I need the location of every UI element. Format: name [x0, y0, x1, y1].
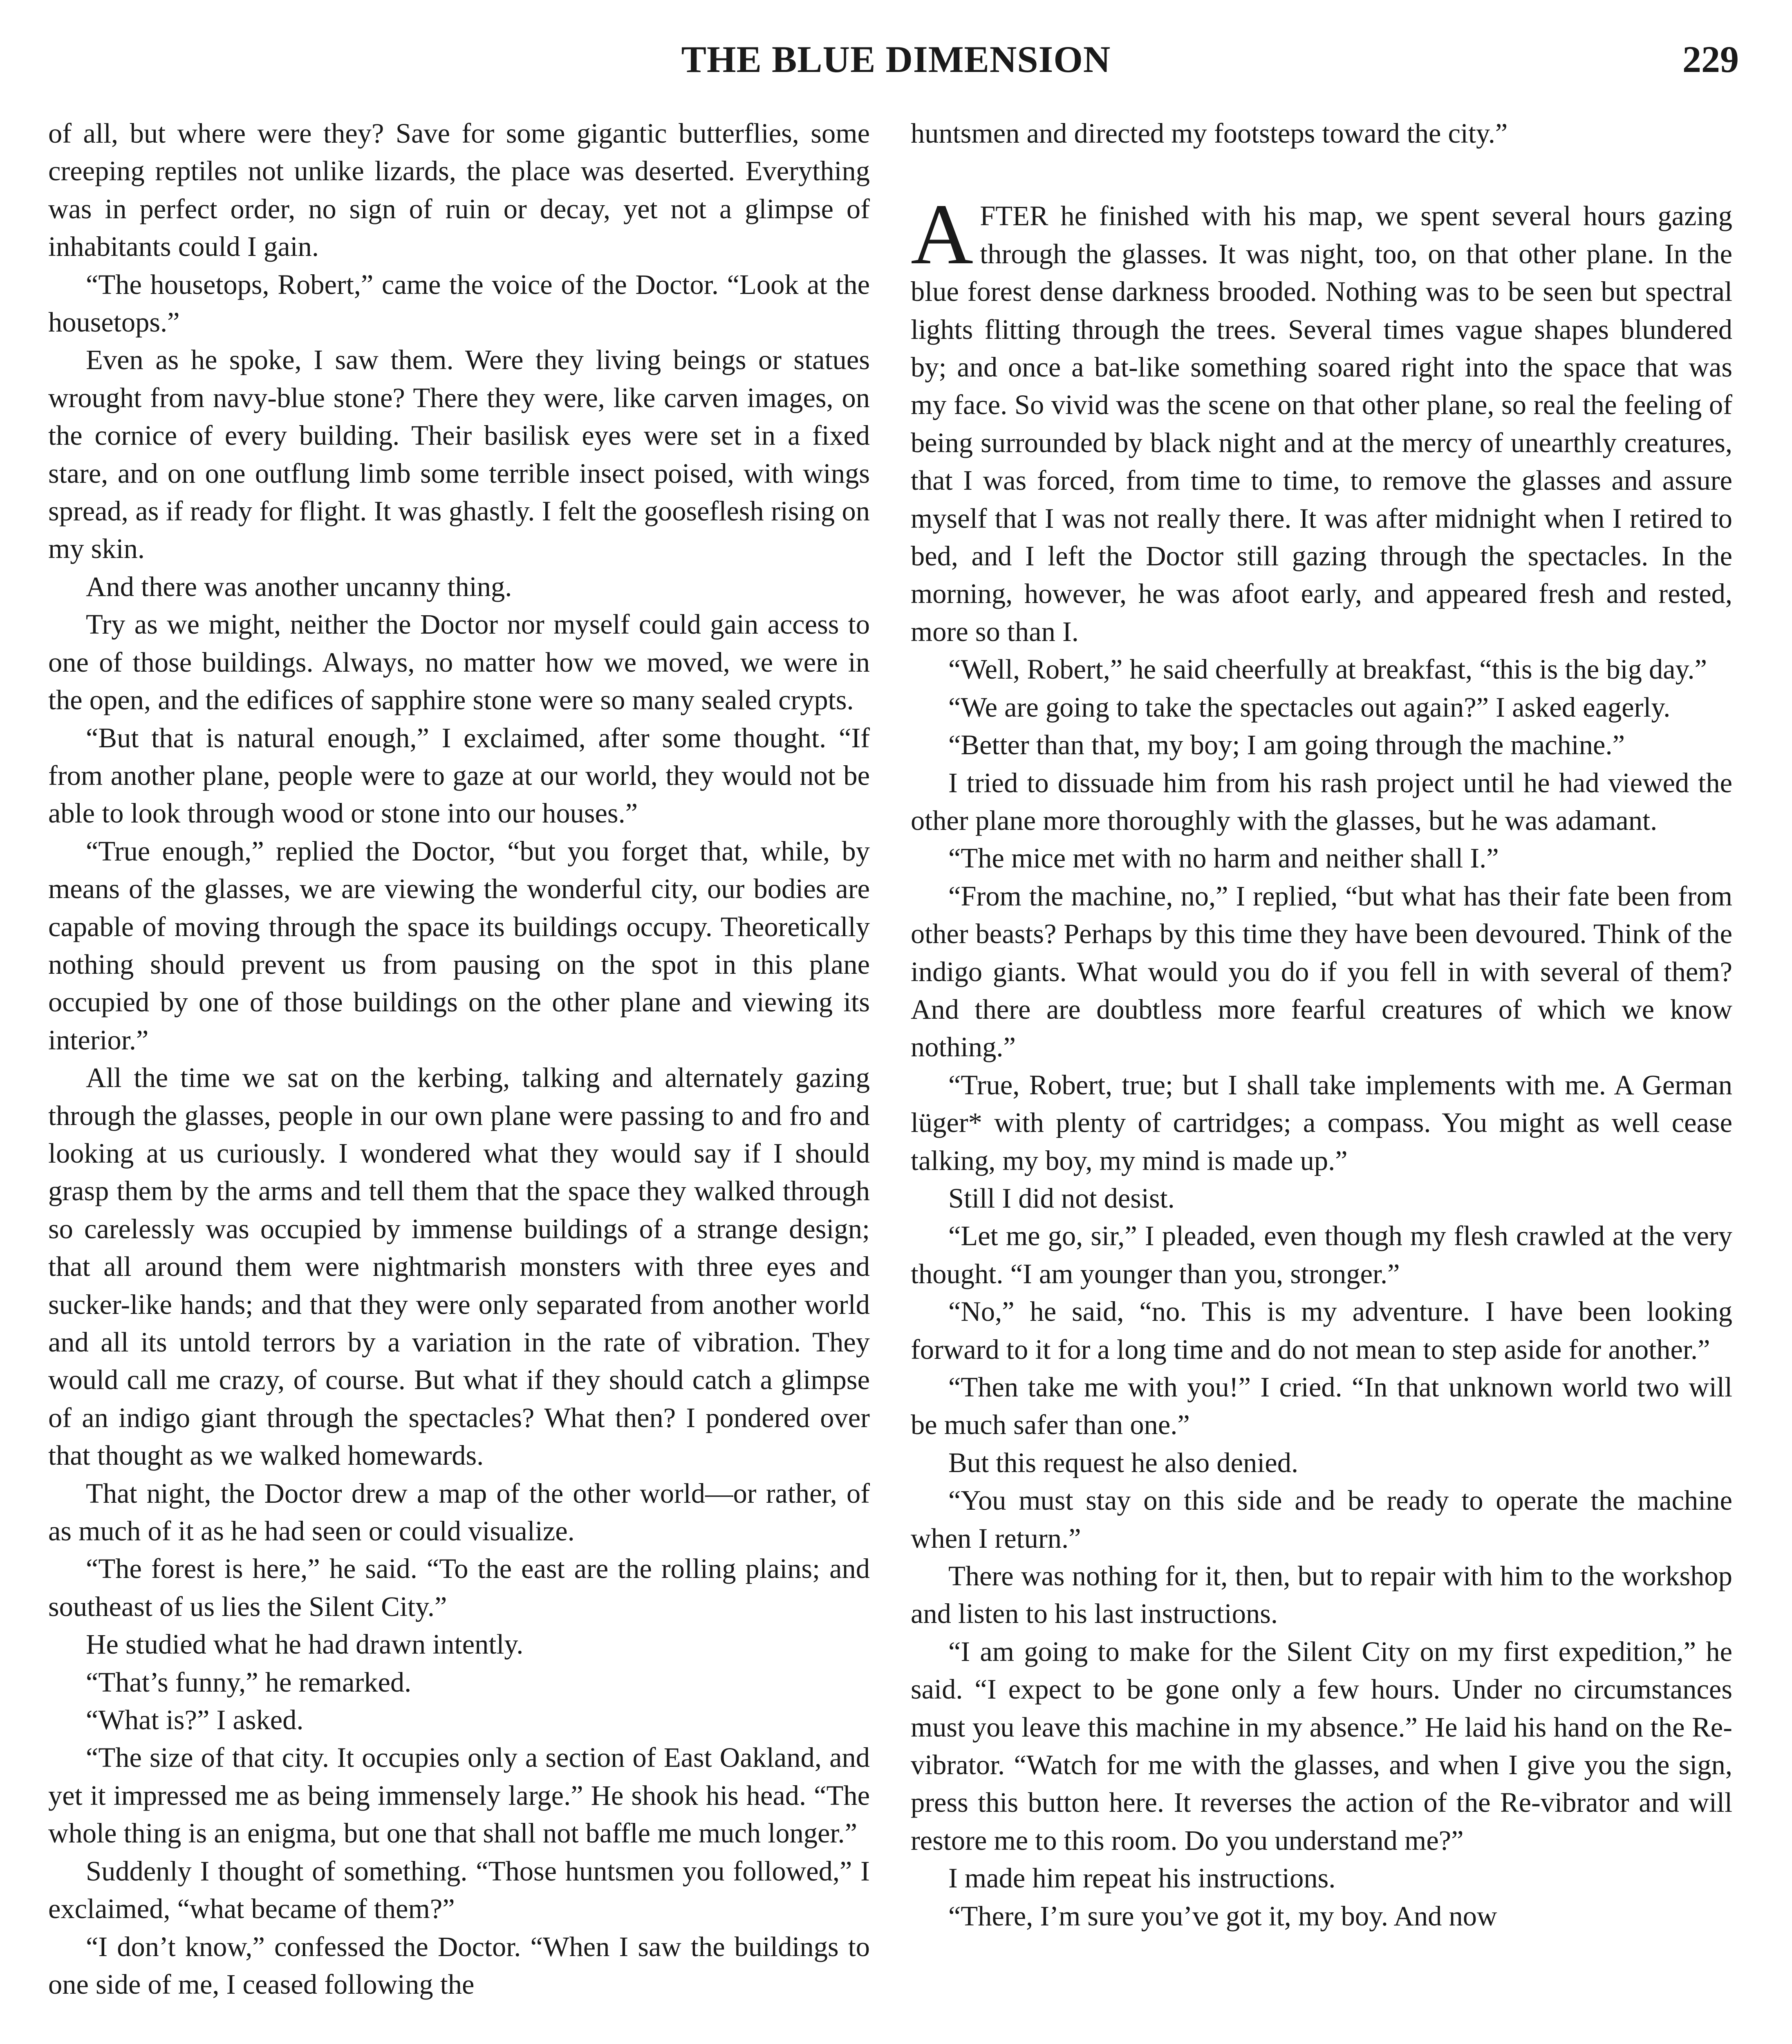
paragraph: “Let me go, sir,” I pleaded, even though my flesh crawled at the very thought. “I am younger than you, stronger.” [911, 1220, 1732, 1289]
paragraph: “True, Robert, true; but I shall take implements with me. A German lüger* with plenty of cartridges; a compass. You might as well cease talking, my boy, my mind is made up.” [911, 1069, 1732, 1176]
drop-cap: A [911, 186, 974, 282]
paragraph: “There, I’m sure you’ve got it, my boy. And now [948, 1900, 1497, 1932]
paragraph: huntsmen and directed my footsteps toward the city.” [911, 118, 1508, 149]
paragraph: “The housetops, Robert,” came the voice of the Doctor. “Look at the housetops.” [48, 269, 870, 338]
paragraph: “The size of that city. It occupies only a section of East Oakland, and yet it impressed me as being immensely large.” He shook his head. “The whole thing is an enigma, but one that shall not baffle me much longer.” [48, 1742, 870, 1849]
paragraph: “True enough,” replied the Doctor, “but you forget that, while, by means of the glasses, we are viewing the wonderful city, our bodies are capable of moving through the space its buildings occupy. Theoretically nothing should prevent us from pausing on the spot in this plane occupied by one of those buildings on the other plane and viewing its interior.” [48, 835, 870, 1056]
paragraph: “Better than that, my boy; I am going through the machine.” [948, 729, 1625, 761]
paragraph: I made him repeat his instructions. [948, 1862, 1336, 1894]
paragraph: “From the machine, no,” I replied, “but what has their fate been from other beasts? Perhaps by this time they have been devoured. Think of the indigo giants. What would you do if you fell in with several of them? And there are doubtless more fearful creatures of which we know nothing.” [911, 880, 1732, 1063]
paragraph: “Well, Robert,” he said cheerfully at breakfast, “this is the big day.” [948, 654, 1707, 685]
paragraph: “But that is natural enough,” I exclaimed, after some thought. “If from another plane, people were to gaze at our world, they would not be able to look through wood or stone into our houses.” [48, 722, 870, 829]
section-opening-paragraph [911, 186, 1732, 650]
paragraph: But this request he also denied. [948, 1447, 1299, 1478]
paragraph: “I don’t know,” confessed the Doctor. “When I saw the buildings to one side of me, I ceased following the [48, 1931, 870, 2000]
paragraph: “That’s funny,” he remarked. [86, 1666, 412, 1698]
paragraph: He studied what he had drawn intently. [86, 1629, 524, 1660]
page-number: 229 [1682, 38, 1739, 80]
paragraph: Still I did not desist. [948, 1182, 1175, 1214]
paragraph: All the time we sat on the kerbing, talking and alternately gazing through the glasses, people in our own plane were passing to and fro and looking at us curiously. I wondered what they would say if I should grasp them by the arms and tell them that the space they walked through so carelessly was occupied by immense buildings of a strange design; that all around them were nightmarish monsters with three eyes and sucker-like hands; and that they were only separated from another world and all its untold terrors by a variation in the rate of vibration. They would call me crazy, of course. But what if they should catch a glimpse of an indigo giant through the spectacles? What then? I pondered over that thought as we walked homewards. [48, 1062, 870, 1471]
paragraph: And there was another uncanny thing. [86, 571, 512, 602]
page-header [45, 38, 1747, 99]
paragraph: “The mice met with no harm and neither shall I.” [948, 843, 1499, 874]
paragraph: Suddenly I thought of something. “Those huntsmen you followed,” I exclaimed, “what became of them?” [48, 1855, 870, 1925]
paragraph: That night, the Doctor drew a map of the other world—or rather, of as much of it as he had seen or could visualize. [48, 1477, 870, 1547]
running-title: THE BLUE DIMENSION [681, 38, 1111, 80]
paragraph: Try as we might, neither the Doctor nor myself could gain access to one of those buildings. Always, no matter how we moved, we were in the open, and the edifices of sapphire stone were so many sealed crypts. [48, 609, 870, 716]
paragraph: “I am going to make for the Silent City on my first expedition,” he said. “I expect to be gone only a few hours. Under no circumstances must you leave this machine in my absence.” He laid his hand on the Re-vibrator. “Watch for me with the glasses, and when I give you the sign, press this button here. It reverses the action of the Re-vibrator and will restore me to this room. Do you understand me?” [911, 1636, 1732, 1856]
paragraph: “No,” he said, “no. This is my adventure. I have been looking forward to it for a long time and do not mean to step aside for another.” [911, 1296, 1732, 1365]
paragraph: “The forest is here,” he said. “To the east are the rolling plains; and southeast of us lies the Silent City.” [48, 1553, 870, 1622]
paragraph: There was nothing for it, then, but to repair with him to the workshop and listen to his last instructions. [911, 1560, 1732, 1629]
paragraph: “We are going to take the spectacles out again?” I asked eagerly. [948, 691, 1671, 723]
paragraph: Even as he spoke, I saw them. Were they living beings or statues wrought from navy-blue stone? There they were, like carven images, on the cornice of every building. Their basilisk eyes were set in a fixed stare, and on one outflung limb some terrible insect poised, with wings spread, as if ready for flight. It was ghastly. I felt the gooseflesh rising on my skin. [48, 344, 870, 565]
left-column [48, 114, 870, 2044]
paragraph: “Then take me with you!” I cried. “In that unknown world two will be much safer than one.” [911, 1372, 1732, 1441]
paragraph: I tried to dissuade him from his rash project until he had viewed the other plane more thoroughly with the glasses, but he was adamant. [911, 767, 1732, 836]
paragraph: “You must stay on this side and be ready to operate the machine when I return.” [911, 1485, 1732, 1554]
right-column [911, 114, 1732, 2044]
paragraph: “What is?” I asked. [86, 1704, 304, 1736]
paragraph: of all, but where were they? Save for some gigantic butterflies, some creeping reptiles not unlike lizards, the place was deserted. Everything was in perfect order, no sign of ruin or decay, yet not a glimpse of inhabitants could I gain. [48, 118, 870, 262]
paragraph-text: FTER he finished with his map, we spent several hours gazing through the glasses. It was night, too, on that other plane. In the blue forest dense darkness brooded. Nothing was to be seen but spectral lights flitting through the trees. Several times vague shapes blundered by; and once a bat-like something soared right into the space that was my face. So vivid was the scene on that other plane, so real the feeling of being surrounded by black night and at the mercy of unearthly creatures, that I was forced, from time to time, to remove the glasses and assure myself that I was not really there. It was after midnight when I retired to bed, and I left the Doctor still gazing through the spectacles. In the morning, however, he was afoot early, and appeared fresh and rested, more so than I. [911, 200, 1732, 647]
